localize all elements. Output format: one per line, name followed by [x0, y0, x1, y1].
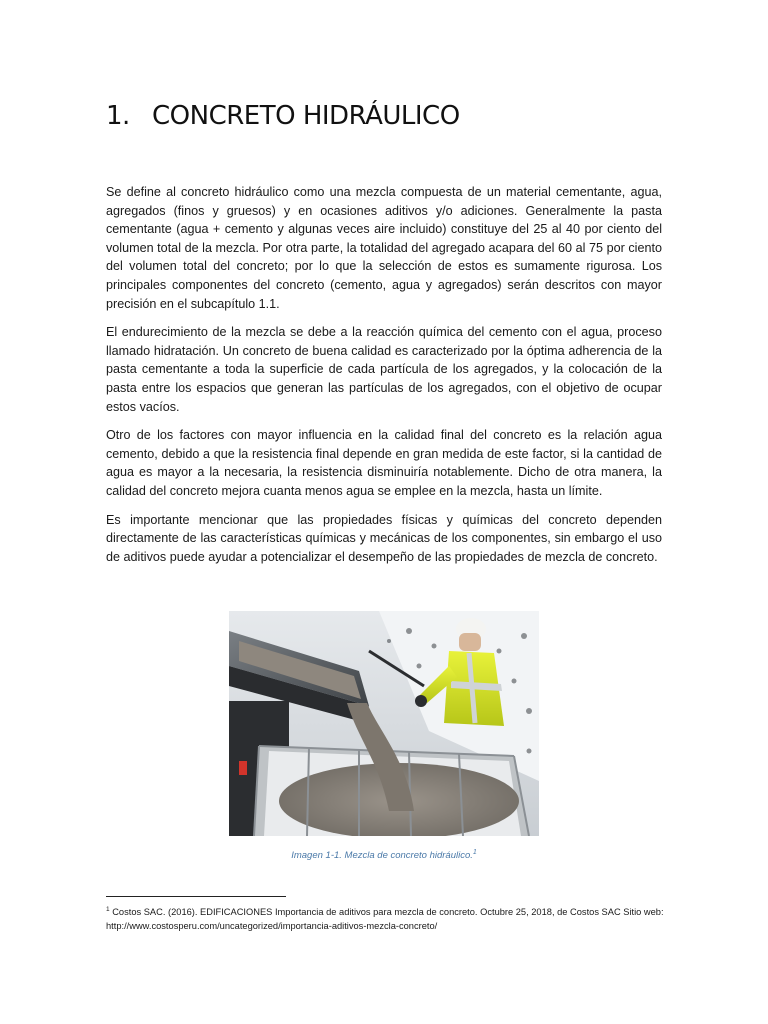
figure-caption-text: Imagen 1-1. Mezcla de concreto hidráulico. [291, 850, 473, 862]
paragraph-definition: Se define al concreto hidráulico como una mezcla compuesta de un material cementante, agua, agregados (finos y gruesos) y en ocasiones aditivos y/o adiciones. Generalmente la pasta cementante (agua + cemento y algunas veces aire incluido) constituye del 25 al 40 por ciento del volumen total de la mezcla. Por otra parte, la totalidad del agregado acapara del 60 al 75 por ciento del volumen total del concreto; por lo que la selección de estos es sumamente rigurosa. Los principales componentes del concreto (cemento, agua y agregados) serán descritos con mayor precisión en el subcapítulo 1.1. [106, 185, 662, 311]
body-text [106, 183, 662, 576]
concrete-pour-photo [229, 611, 539, 836]
figure-caption [229, 849, 539, 861]
footnote-text: Costos SAC. (2016). EDIFICACIONES Importancia de aditivos para mezcla de concreto. Octubre 25, 2018, de Costos SAC Sitio web: http://www.costosperu.com/uncategorized/importancia-aditivos-mezcla-concreto/ [106, 907, 664, 932]
paragraph-hardening: El endurecimiento de la mezcla se debe a la reacción química del cemento con el agua, proceso llamado hidratación. Un concreto de buena calidad es caracterizado por la óptima adherencia de la pasta cementante a toda la superficie de cada partícula de los agregados, y la colocación de la pasta entre los espacios que generan las partículas de los agregados, con el objetivo de ocupar estos vacíos. [106, 325, 662, 414]
chapter-heading [106, 101, 460, 131]
footnote-marker: 1 [106, 906, 110, 913]
paragraph-water-cement-ratio: Otro de los factores con mayor influencia en la calidad final del concreto es la relación agua cemento, debido a que la resistencia final depende en gran medida de este factor, si la cantidad de agua es mayor a la necesaria, la resistencia disminuiría notablemente. Dicho de otra manera, la calidad del concreto mejora cuanta menos agua se emplee en la mezcla, hasta un límite. [106, 428, 662, 498]
chapter-number: 1. [106, 101, 130, 131]
figure-caption-footnote-ref[interactable]: 1 [472, 849, 477, 856]
footnote-separator [106, 896, 286, 897]
paragraph-properties: Es importante mencionar que las propiedades físicas y químicas del concreto dependen directamente de las características químicas y mecánicas de los componentes, sin embargo el uso de aditivos puede ayudar a potencializar el desempeño de las propiedades de mezcla de concreto. [106, 512, 662, 564]
chapter-title: CONCRETO HIDRÁULICO [152, 101, 460, 131]
footnote [106, 903, 668, 933]
